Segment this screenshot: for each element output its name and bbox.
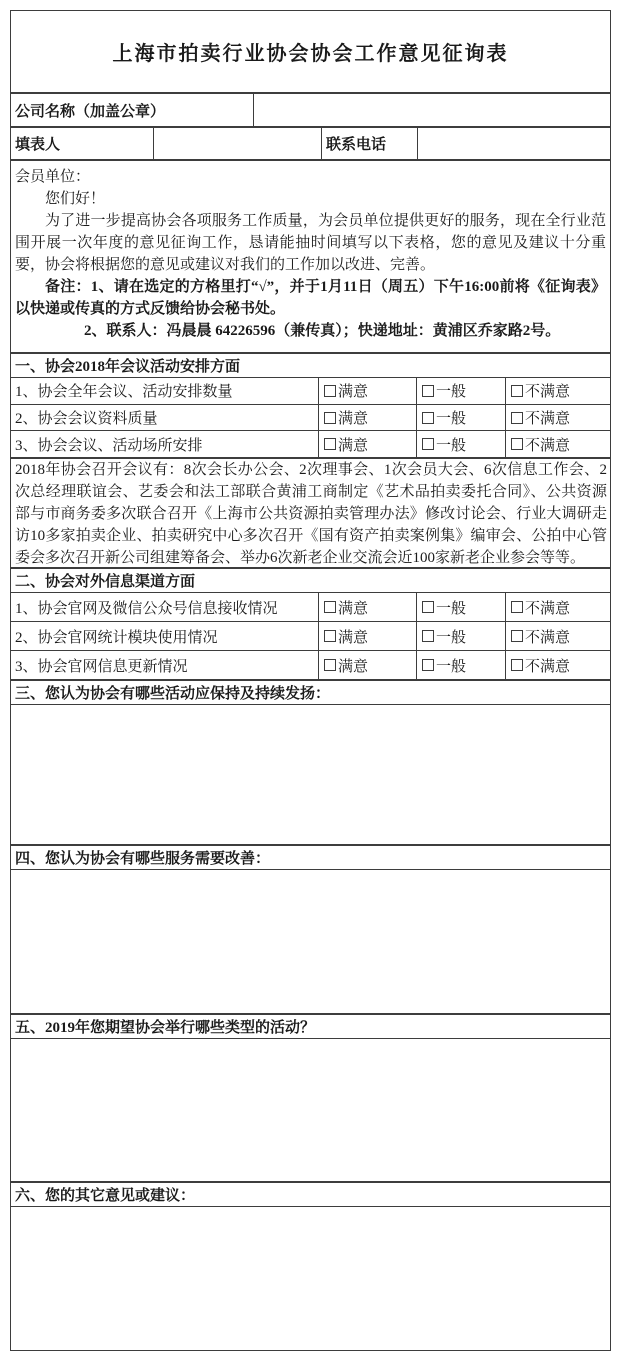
summary-2018-block: [10, 458, 611, 568]
rating-cell-dissatisfied: [505, 651, 610, 679]
section4-block: [10, 845, 611, 1014]
section3-block: [10, 680, 611, 845]
section2-heading: 二、协会对外信息渠道方面: [15, 574, 196, 590]
rating-row-label: 3、协会会议、活动场所安排: [15, 437, 203, 454]
option-label-satisfied: 满意: [338, 384, 369, 401]
option-label-neutral: 一般: [436, 600, 467, 617]
option-label-neutral: 一般: [436, 411, 467, 427]
section6-heading: 六、您的其它意见或建议：: [11, 1183, 610, 1207]
rating-row: [11, 621, 610, 650]
option-label-neutral: 一般: [436, 658, 467, 675]
option-label-satisfied: 满意: [338, 411, 369, 427]
rating-row-label: 2、协会官网统计模块使用情况: [15, 629, 218, 646]
rating-row-label: 1、协会全年会议、活动安排数量: [15, 384, 233, 401]
checkbox-neutral[interactable]: [422, 659, 434, 671]
intro-greeting: 您们好！: [45, 191, 106, 207]
checkbox-dissatisfied[interactable]: [511, 438, 523, 450]
checkbox-satisfied[interactable]: [324, 385, 336, 397]
checkbox-neutral[interactable]: [422, 412, 434, 424]
section6-block: [10, 1182, 611, 1351]
section1-table: [10, 353, 611, 458]
rating-cell-satisfied: [318, 431, 416, 457]
option-label-dissatisfied: 不满意: [525, 600, 571, 617]
rating-cell-neutral: [416, 593, 505, 621]
rating-row: [11, 650, 610, 679]
checkbox-satisfied[interactable]: [324, 601, 336, 613]
checkbox-satisfied[interactable]: [324, 412, 336, 424]
checkbox-dissatisfied[interactable]: [511, 412, 523, 424]
rating-cell-satisfied: [318, 405, 416, 431]
option-label-satisfied: 满意: [338, 437, 369, 454]
section5-answer-area[interactable]: [11, 1039, 610, 1181]
option-label-dissatisfied: 不满意: [525, 411, 571, 427]
intro-note2: 2、联系人：冯晨晨 64226596（兼传真）；快递地址：黄浦区乔家路2号。: [84, 323, 561, 339]
option-label-satisfied: 满意: [338, 629, 369, 646]
rating-cell-neutral: [416, 405, 505, 431]
rating-cell-dissatisfied: [505, 405, 610, 431]
option-label-satisfied: 满意: [338, 600, 369, 617]
rating-row: [11, 377, 610, 404]
preparer-row: [10, 127, 611, 160]
rating-cell-neutral: [416, 431, 505, 457]
checkbox-dissatisfied[interactable]: [511, 630, 523, 642]
option-label-neutral: 一般: [436, 384, 467, 401]
rating-cell-satisfied: [318, 651, 416, 679]
summary-2018-text: 2018年协会召开会议有：8次会长办公会、2次理事会、1次会员大会、6次信息工作会、2次总经理联谊会、艺委会和法工部联合黄浦工商制定《艺术品拍卖委托合同》、公共资源部与市商务委多次联合召开《上海市公共资源拍卖管理办法》修改讨论会、行业大调研走访10多家拍卖企业、拍卖研究中心多次召开《国有资产拍卖案例集》编审会、公拍中心管委会多次召开新公司组建筹备会、举办6次新老企业交流会近100家新老企业参会等等。: [15, 462, 607, 566]
checkbox-neutral[interactable]: [422, 385, 434, 397]
rating-row: [11, 404, 610, 431]
section4-heading: 四、您认为协会有哪些服务需要改善：: [11, 846, 610, 870]
option-label-satisfied: 满意: [338, 658, 369, 675]
section1-heading: 一、协会2018年会议活动安排方面: [15, 359, 241, 375]
company-name-label: 公司名称（加盖公章）: [11, 94, 254, 126]
rating-cell-dissatisfied: [505, 593, 610, 621]
intro-note1: 备注：1、请在选定的方格里打“√”，并于1月11日（周五）下午16:00前将《征询表》以快递或传真的方式反馈给协会秘书处。: [15, 279, 606, 317]
title-row: [10, 10, 611, 93]
phone-label: 联系电话: [321, 128, 417, 159]
preparer-field[interactable]: [153, 128, 321, 159]
option-label-neutral: 一般: [436, 629, 467, 646]
intro-salutation: 会员单位：: [15, 169, 91, 185]
section5-block: [10, 1014, 611, 1182]
rating-cell-dissatisfied: [505, 431, 610, 457]
checkbox-neutral[interactable]: [422, 630, 434, 642]
section3-answer-area[interactable]: [11, 705, 610, 844]
rating-row: [11, 430, 610, 457]
rating-cell-satisfied: [318, 593, 416, 621]
option-label-dissatisfied: 不满意: [525, 658, 571, 675]
company-name-field[interactable]: [254, 94, 610, 126]
rating-cell-satisfied: [318, 378, 416, 404]
checkbox-satisfied[interactable]: [324, 438, 336, 450]
section3-heading: 三、您认为协会有哪些活动应保持及持续发扬：: [11, 681, 610, 705]
checkbox-dissatisfied[interactable]: [511, 601, 523, 613]
checkbox-neutral[interactable]: [422, 438, 434, 450]
phone-field[interactable]: [417, 128, 610, 159]
section2-table: [10, 568, 611, 680]
rating-cell-satisfied: [318, 622, 416, 650]
form-title: 上海市拍卖行业协会协会工作意见征询表: [112, 43, 509, 65]
checkbox-dissatisfied[interactable]: [511, 659, 523, 671]
intro-body: 为了进一步提高协会各项服务工作质量，为会员单位提供更好的服务，现在全行业范围开展一次年度的意见征询工作，恳请能抽时间填写以下表格，您的意见及建议十分重要，协会将根据您的意见或建议对我们的工作加以改进、完善。: [15, 213, 606, 273]
consultation-form: [10, 10, 611, 1351]
rating-row: [11, 592, 610, 621]
rating-cell-neutral: [416, 651, 505, 679]
checkbox-neutral[interactable]: [422, 601, 434, 613]
section5-heading: 五、2019年您期望协会举行哪些类型的活动？: [11, 1015, 610, 1039]
checkbox-dissatisfied[interactable]: [511, 385, 523, 397]
rating-cell-neutral: [416, 378, 505, 404]
option-label-dissatisfied: 不满意: [525, 384, 571, 401]
company-row: [10, 93, 611, 127]
checkbox-satisfied[interactable]: [324, 630, 336, 642]
rating-cell-dissatisfied: [505, 378, 610, 404]
intro-letter: [10, 160, 611, 353]
rating-row-label: 1、协会官网及微信公众号信息接收情况: [15, 600, 278, 617]
rating-row-label: 3、协会官网信息更新情况: [15, 658, 188, 675]
section4-answer-area[interactable]: [11, 870, 610, 1013]
option-label-dissatisfied: 不满意: [525, 437, 571, 454]
rating-cell-neutral: [416, 622, 505, 650]
rating-cell-dissatisfied: [505, 622, 610, 650]
rating-row-label: 2、协会会议资料质量: [15, 411, 158, 427]
option-label-neutral: 一般: [436, 437, 467, 454]
preparer-label: 填表人: [15, 137, 61, 153]
section6-answer-area[interactable]: [11, 1207, 610, 1350]
checkbox-satisfied[interactable]: [324, 659, 336, 671]
option-label-dissatisfied: 不满意: [525, 629, 571, 646]
